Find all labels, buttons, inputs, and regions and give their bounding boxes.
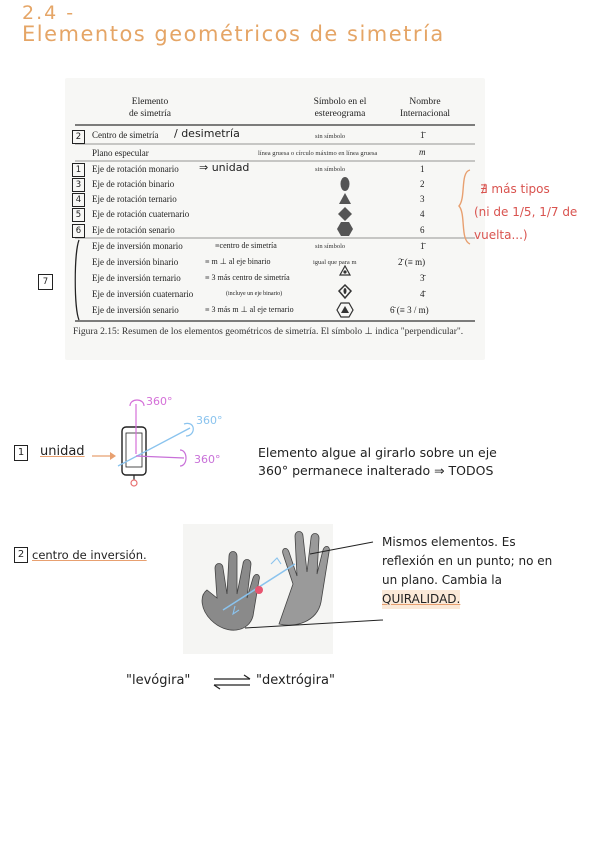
table-rules: [65, 78, 485, 360]
row-note-inv-senario: ≡ 3 más m ⊥ al eje ternario: [205, 305, 294, 314]
side-note-line-1: ∄ más tipos: [480, 182, 550, 196]
figure-caption: Figura 2.15: Resumen de los elementos geométricos de simetría. El símbolo ⊥ indica "perpendicular".: [73, 327, 464, 337]
intl-plano: m: [419, 147, 426, 157]
centro-marker: 2: [14, 547, 28, 563]
intl-monario: 1: [420, 164, 425, 174]
row-marker-ternario: 4: [72, 193, 85, 207]
unidad-description-line-2: 360° permanece inalterado ⇒ TODOS: [258, 463, 494, 478]
row-label-centro: Centro de simetría: [92, 130, 159, 140]
row-marker-centro: 2: [72, 130, 85, 144]
levogira-label: "levógira": [126, 673, 191, 688]
intl-ternario: 3: [420, 194, 425, 204]
symmetry-table: [42, 78, 485, 360]
intl-inv-monario: 1̄: [420, 241, 425, 251]
intl-inv-binario: 2̄ (≡ m): [398, 257, 426, 267]
angle-label-top: 360°: [146, 395, 173, 408]
centro-label: centro de inversión.: [32, 548, 147, 562]
symbol-inv-monario: sin símbolo: [315, 243, 346, 250]
row-label-inv-monario: Eje de inversión monario: [92, 241, 183, 251]
group-marker-inversion: 7: [38, 274, 53, 290]
intl-inv-cuaternario: 4̄: [420, 289, 425, 299]
centro-description-line-1: Mismos elementos. Es: [382, 535, 516, 549]
row-label-inv-cuaternario: Eje de inversión cuaternario: [92, 289, 194, 299]
row-label-monario: Eje de rotación monario: [92, 164, 179, 174]
section-number: 2.4 -: [22, 2, 76, 24]
row-label-plano: Plano especular: [92, 148, 149, 158]
unidad-marker: 1: [14, 445, 28, 461]
row-label-inv-ternario: Eje de inversión ternario: [92, 273, 181, 283]
row-handnote-monario: ⇒ unidad: [199, 161, 250, 174]
angle-label-horizontal: 360°: [194, 453, 221, 466]
col-header-symbol-text: Símbolo en el estereograma: [313, 97, 367, 119]
intl-inv-ternario: 3̄: [420, 273, 425, 283]
col-header-element-text: Elemento de simetría: [129, 97, 171, 119]
row-label-senario: Eje de rotación senario: [92, 225, 175, 235]
symbol-plano: línea gruesa o círculo máximo en línea gruesa: [258, 150, 378, 157]
side-note-line-2: (ni de 1/5, 1/7 de: [474, 205, 578, 219]
equilibrium-arrows-icon: [210, 672, 256, 692]
row-label-ternario: Eje de rotación ternario: [92, 194, 177, 204]
side-note-line-3: vuelta...): [474, 228, 528, 242]
centro-description-line-3: un plano. Cambia la: [382, 573, 502, 587]
row-marker-cuaternario: 5: [72, 208, 85, 222]
col-header-name-text: Nombre Internacional: [399, 97, 451, 119]
symbol-centro: sin símbolo: [315, 133, 346, 140]
intl-senario: 6: [420, 225, 425, 235]
row-note-inv-binario: ≡ m ⊥ al eje binario: [205, 257, 271, 266]
symbol-inv-binario: igual que para m: [313, 259, 357, 266]
row-marker-binario: 3: [72, 178, 85, 192]
dextrogira-label: "dextrógira": [256, 673, 335, 688]
side-brace: [456, 168, 476, 248]
row-handnote-centro: / desimetría: [174, 127, 240, 140]
row-label-cuaternario: Eje de rotación cuaternario: [92, 209, 190, 219]
intl-inv-senario: 6̄ (≡ 3 / m): [390, 305, 429, 315]
row-label-inv-binario: Eje de inversión binario: [92, 257, 179, 267]
row-marker-monario: 1: [72, 163, 85, 177]
centro-description-line-4: QUIRALIDAD.: [382, 590, 460, 609]
intl-cuaternario: 4: [420, 209, 425, 219]
page-title: Elementos geométricos de simetría: [22, 22, 445, 46]
angle-label-diagonal: 360°: [196, 414, 223, 427]
row-label-inv-senario: Eje de inversión senario: [92, 305, 179, 315]
row-marker-senario: 6: [72, 224, 85, 238]
unidad-description-line-1: Elemento algue al girarlo sobre un eje: [258, 445, 497, 460]
intl-binario: 2: [420, 179, 425, 189]
row-note-inv-ternario: ≡ 3 más centro de simetría: [205, 273, 290, 282]
row-note-inv-cuaternario: (incluye un eje binario): [226, 291, 283, 297]
row-label-binario: Eje de rotación binario: [92, 179, 175, 189]
unidad-label: unidad: [40, 444, 85, 459]
row-note-inv-monario: ≡centro de simetría: [215, 241, 277, 250]
centro-description-line-2: reflexión en un punto; no en: [382, 554, 553, 568]
pointer-lines: [240, 532, 390, 632]
intl-centro: 1̄: [420, 130, 425, 140]
symbol-monario: sin símbolo: [315, 166, 346, 173]
